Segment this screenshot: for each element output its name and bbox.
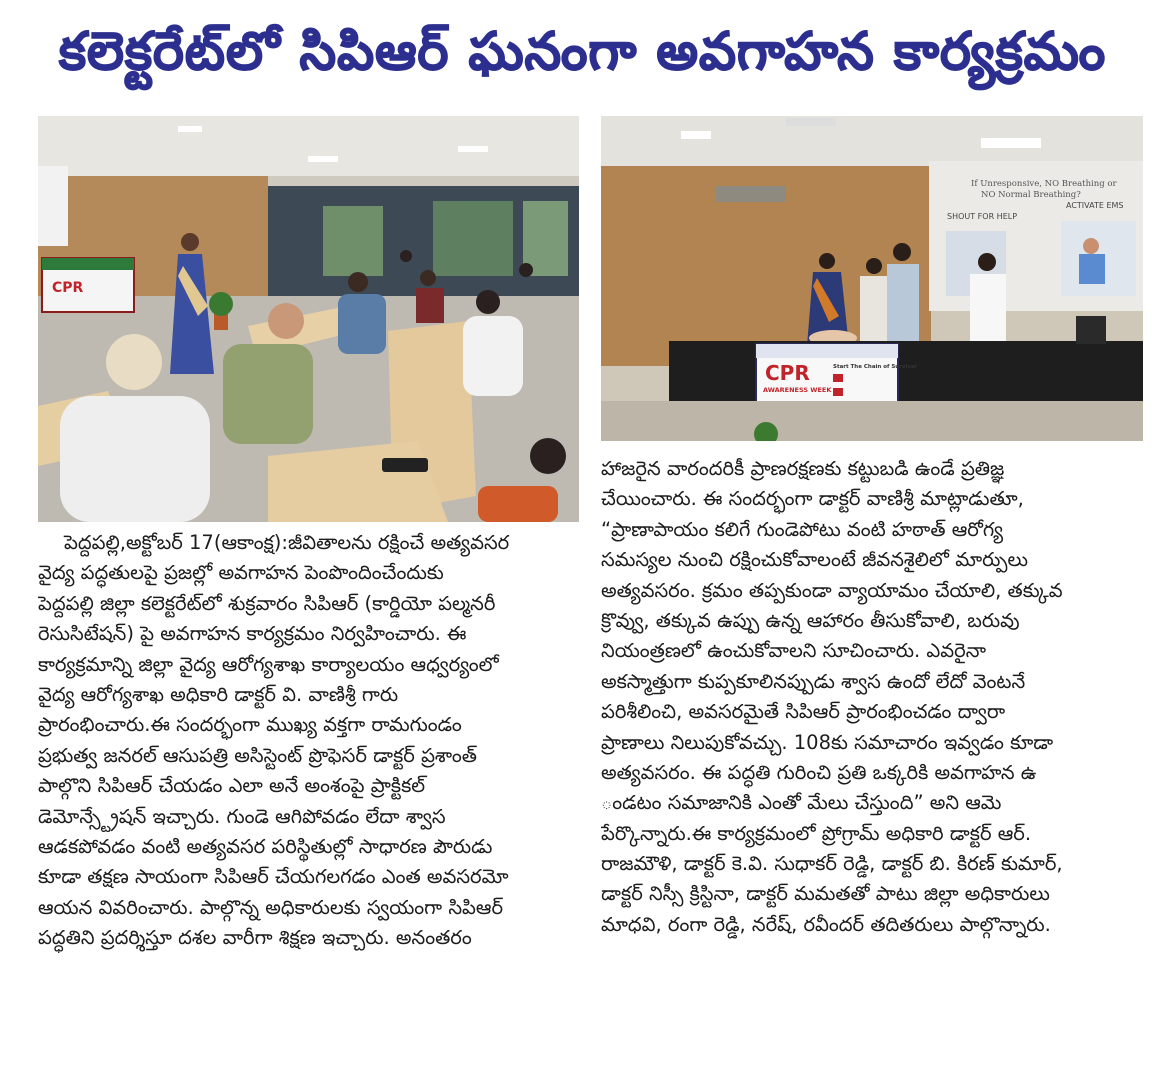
right-banner-awareness-text: AWARENESS WEEK (763, 386, 832, 394)
headline: కలెక్టరేట్‌లో సిపిఆర్ ఘనంగా అవగాహన కార్యక్రమం (58, 21, 1107, 82)
article-line: పెద్దపల్లి జిల్లా కలెక్టరేట్‌లో శుక్రవారం సిపిఆర్ (కార్డియో పల్మనరీ (38, 591, 496, 615)
article-line: రాజమౌళి, డాక్టర్ కె.వి. సుధాకర్ రెడ్డి, డాక్టర్ బి. కిరణ్ కుమార్, (601, 852, 1063, 876)
article-line: వైద్య పద్ధతులపై ప్రజల్లో అవగాహన పెంపొందించేందుకు (38, 561, 444, 585)
article-line: కూడా తక్షణ సాయంగా సిపిఆర్ చేయగలగడం ఎంత అవసరమో (38, 865, 509, 889)
slide-line-1: If Unresponsive, NO Breathing or (971, 179, 1117, 189)
article-line: హాజరైన వారందరికీ ప్రాణరక్షణకు కట్టుబడి ఉండే ప్రతిజ్ఞ (601, 457, 1005, 480)
article-line: పాల్గొని సిపిఆర్ చేయడం ఎలా అనే అంశంపై ప్రాక్టికల్ (38, 774, 426, 798)
right-banner-chain-text: Start The Chain of Survival (833, 364, 917, 370)
article-column-left (38, 528, 579, 953)
photo-cpr-presentation-stage (601, 116, 1143, 441)
right-banner-cpr-text: CPR (765, 361, 810, 385)
article-line: అకస్మాత్తుగా కుప్పకూలినప్పుడు శ్వాస ఉందో లేదో వెంటనే (601, 669, 1026, 693)
article-line: వైద్య ఆరోగ్యశాఖ అధికారి డాక్టర్ వి. వాణిశ్రీ గారు (38, 682, 399, 706)
article-line: “ప్రాణాపాయం కలిగే గుండెపోటు వంటి హఠాత్ ఆరోగ్య (601, 517, 1004, 541)
article-line: డెమోన్స్ట్రేషన్ ఇచ్చారు. గుండె ఆగిపోవడం లేదా శ్వాస (38, 804, 446, 828)
article-line: ప్రారంభించారు.ఈ సందర్భంగా ముఖ్య వక్తగా రామగుండం (38, 713, 462, 737)
audience-photo-illustration (38, 116, 579, 522)
article-line: క్రొవ్వు, తక్కువ ఉప్పు ఉన్న ఆహారం తీసుకోవాలి, బరువు (601, 608, 1020, 632)
article-line: అత్యవసరం. క్రమం తప్పకుండా వ్యాయామం చేయాలి, తక్కువ (601, 578, 1063, 602)
photo-cpr-session-audience (38, 116, 579, 522)
article-line: నియంత్రణలో ఉంచుకోవాలని సూచించారు. ఎవరైనా (601, 639, 986, 663)
article-line: ఆడకపోవడం వంటి అత్యవసర పరిస్థితుల్లో సాధారణ పౌరుడు (38, 834, 493, 858)
article-line: ప్రాణాలు నిలుపుకోవచ్చు. 108కు సమాచారం ఇవ్వడం కూడా (601, 730, 1054, 754)
slide-shout-for-help: SHOUT FOR HELP (947, 212, 1018, 221)
article-line: సమస్యల నుంచి రక్షించుకోవాలంటే జీవనశైలిలో మార్పులు (601, 548, 1029, 572)
article-line: రెసుసిటేషన్) పై అవగాహన కార్యక్రమం నిర్వహించారు. ఈ (38, 622, 467, 646)
article-line: ండటం సమాజానికి ఎంతో మేలు చేస్తుంది” అని ఆమె (601, 791, 1002, 815)
stage-photo-illustration (601, 116, 1143, 441)
article-line: పద్ధతిని ప్రదర్శిస్తూ దశల వారీగా శిక్షణ ఇచ్చారు. అనంతరం (38, 926, 472, 950)
slide-activate-ems: ACTIVATE EMS (1066, 201, 1124, 210)
article-line: పెద్దపల్లి,అక్టోబర్ 17(ఆకాంక్ష):జీవితాలను రక్షించే అత్యవసర (64, 531, 510, 554)
article-line: ఆయన వివరించారు. పాల్గొన్న అధికారులకు స్వయంగా సిపిఆర్ (38, 895, 504, 919)
article-column-right (601, 454, 1143, 940)
article-line: పరిశీలించి, అవసరమైతే సిపిఆర్ ప్రారంభించడం ద్వారా (601, 700, 1006, 724)
article-line: కార్యక్రమాన్ని జిల్లా వైద్య ఆరోగ్యశాఖ కార్యాలయం ఆధ్వర్యంలో (38, 652, 499, 676)
article-line: అత్యవసరం. ఈ పద్ధతి గురించి ప్రతి ఒక్కరికి అవగాహన ఉ (601, 760, 1037, 784)
article-line: పేర్కొన్నారు.ఈ కార్యక్రమంలో ప్రోగ్రామ్ అధికారి డాక్టర్ ఆర్. (601, 821, 1032, 845)
article-line: డాక్టర్ నిస్సీ క్రిస్టినా, డాక్టర్ మమతతో పాటు జిల్లా అధికారులు (601, 882, 1050, 906)
article-line: చేయించారు. ఈ సందర్భంగా డాక్టర్ వాణిశ్రీ మాట్లాడుతూ, (601, 487, 1024, 511)
article-line: మాధవి, రంగా రెడ్డి, నరేష్, రవీందర్ తదితరులు పాల్గొన్నారు. (601, 912, 1051, 936)
slide-line-2: NO Normal Breathing? (981, 190, 1081, 200)
left-banner-cpr-text: CPR (52, 280, 84, 296)
article-line: ప్రభుత్వ జనరల్ ఆసుపత్రి అసిస్టెంట్ ప్రొఫెసర్ డాక్టర్ ప్రశాంత్ (38, 743, 477, 767)
